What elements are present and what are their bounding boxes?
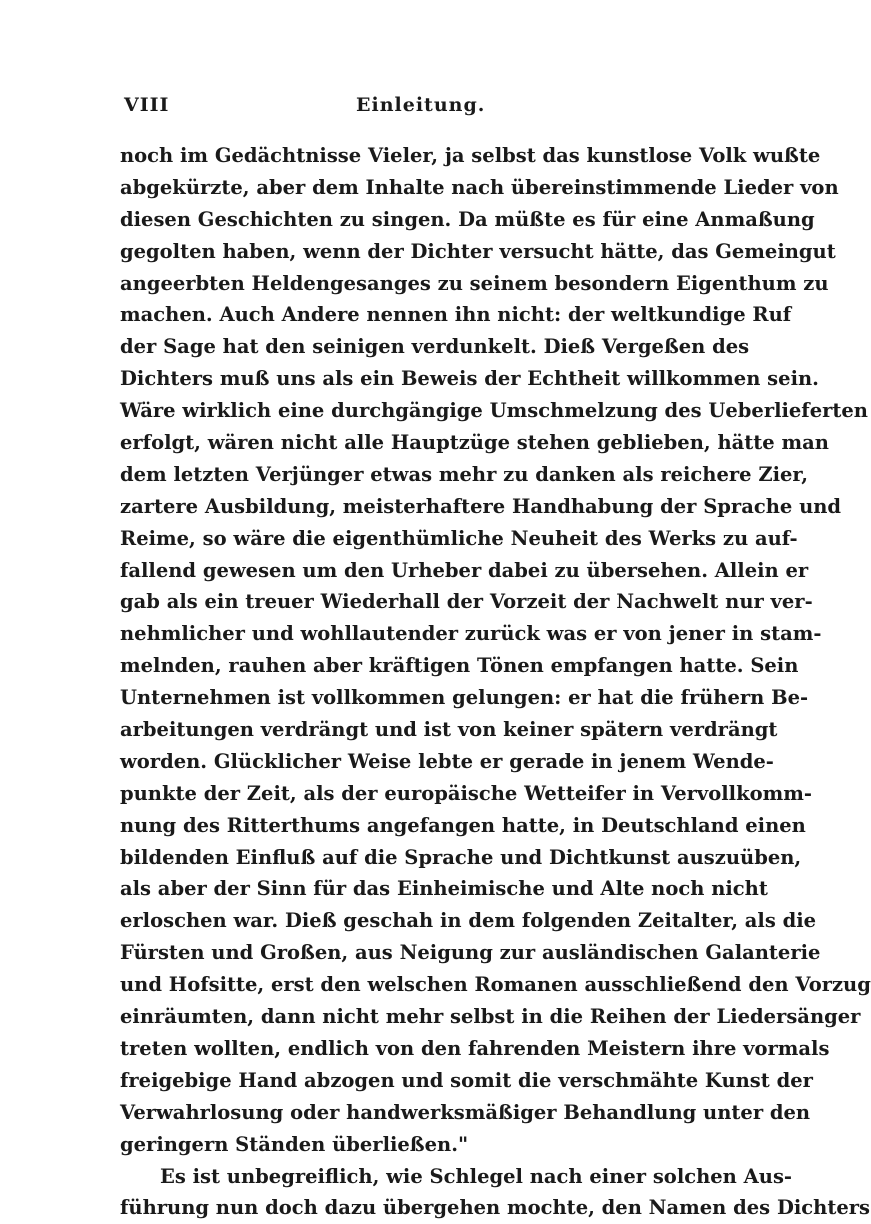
text-line: erloschen war. Dieß geschah in dem folgenden Zeitalter, als die: [120, 909, 817, 933]
page-header: [124, 94, 680, 124]
text-line: dem letzten Verjünger etwas mehr zu danken als reichere Zier,: [120, 462, 809, 486]
text-line: abgekürzte, aber dem Inhalte nach übereinstimmende Lieder von: [120, 175, 839, 199]
text-line: erfolgt, wären nicht alle Hauptzüge stehen geblieben, hätte man: [120, 431, 829, 455]
text-line: bildenden Einfluß auf die Sprache und Dichtkunst auszuüben,: [120, 845, 802, 869]
text-line: freigebige Hand abzogen und somit die verschmähte Kunst der: [120, 1068, 813, 1092]
text-line: Dichters muß uns als ein Beweis der Echtheit willkommen sein.: [120, 367, 819, 391]
text-line: melnden, rauhen aber kräftigen Tönen empfangen hatte. Sein: [120, 654, 799, 678]
text-line: worden. Glücklicher Weise lebte er gerade in jenem Wende-: [120, 749, 774, 773]
text-line: punkte der Zeit, als der europäische Wetteifer in Vervollkomm-: [120, 781, 812, 805]
text-line-paragraph-start: Es ist unbegreiflich, wie Schlegel nach einer solchen Aus-: [160, 1164, 793, 1188]
text-line: gab als ein treuer Wiederhall der Vorzeit der Nachwelt nur ver-: [120, 590, 813, 614]
text-line: Reime, so wäre die eigenthümliche Neuheit des Werks zu auf-: [120, 526, 798, 550]
text-line: nehmlicher und wohllautender zurück was er von jener in stam-: [120, 622, 822, 646]
text-line: führung nun doch dazu übergehen mochte, den Namen des Dichters: [120, 1196, 870, 1220]
text-line: und Hofsitte, erst den welschen Romanen ausschließend den Vorzug: [120, 973, 871, 997]
text-line: nung des Ritterthums angefangen hatte, in Deutschland einen: [120, 813, 806, 837]
text-line: Verwahrlosung oder handwerksmäßiger Behandlung unter den: [120, 1100, 811, 1124]
body-text: [120, 140, 871, 1224]
text-line: arbeitungen verdrängt und ist von keiner spätern verdrängt: [120, 718, 778, 742]
text-line-paragraph-end: geringern Ständen überließen.": [120, 1132, 469, 1156]
text-line: der Sage hat den seinigen verdunkelt. Dieß Vergeßen des: [120, 335, 750, 359]
text-line: treten wollten, endlich von den fahrenden Meistern ihre vormals: [120, 1036, 830, 1060]
text-line: gegolten haben, wenn der Dichter versucht hätte, das Gemeingut: [120, 239, 836, 263]
text-line: Unternehmen ist vollkommen gelungen: er hat die frühern Be-: [120, 686, 809, 710]
text-line: zartere Ausbildung, meisterhaftere Handhabung der Sprache und: [120, 494, 842, 518]
page-number: VIII: [124, 94, 170, 116]
text-line: noch im Gedächtnisse Vieler, ja selbst das kunstlose Volk wußte: [120, 144, 821, 167]
text-line: Fürsten und Großen, aus Neigung zur ausländischen Galanterie: [120, 941, 821, 965]
text-line: einräumten, dann nicht mehr selbst in die Reihen der Liedersänger: [120, 1005, 861, 1029]
text-line: Wäre wirklich eine durchgängige Umschmelzung des Ueberlieferten: [120, 399, 868, 423]
text-line: angeerbten Heldengesanges zu seinem besondern Eigenthum zu: [120, 271, 829, 295]
text-line: diesen Geschichten zu singen. Da müßte es für eine Anmaßung: [120, 207, 815, 231]
text-line: als aber der Sinn für das Einheimische und Alte noch nicht: [120, 877, 768, 901]
text-line: fallend gewesen um den Urheber dabei zu übersehen. Allein er: [120, 558, 809, 582]
text-line: machen. Auch Andere nennen ihn nicht: der weltkundige Ruf: [120, 303, 792, 327]
running-title: Einleitung.: [356, 94, 486, 116]
